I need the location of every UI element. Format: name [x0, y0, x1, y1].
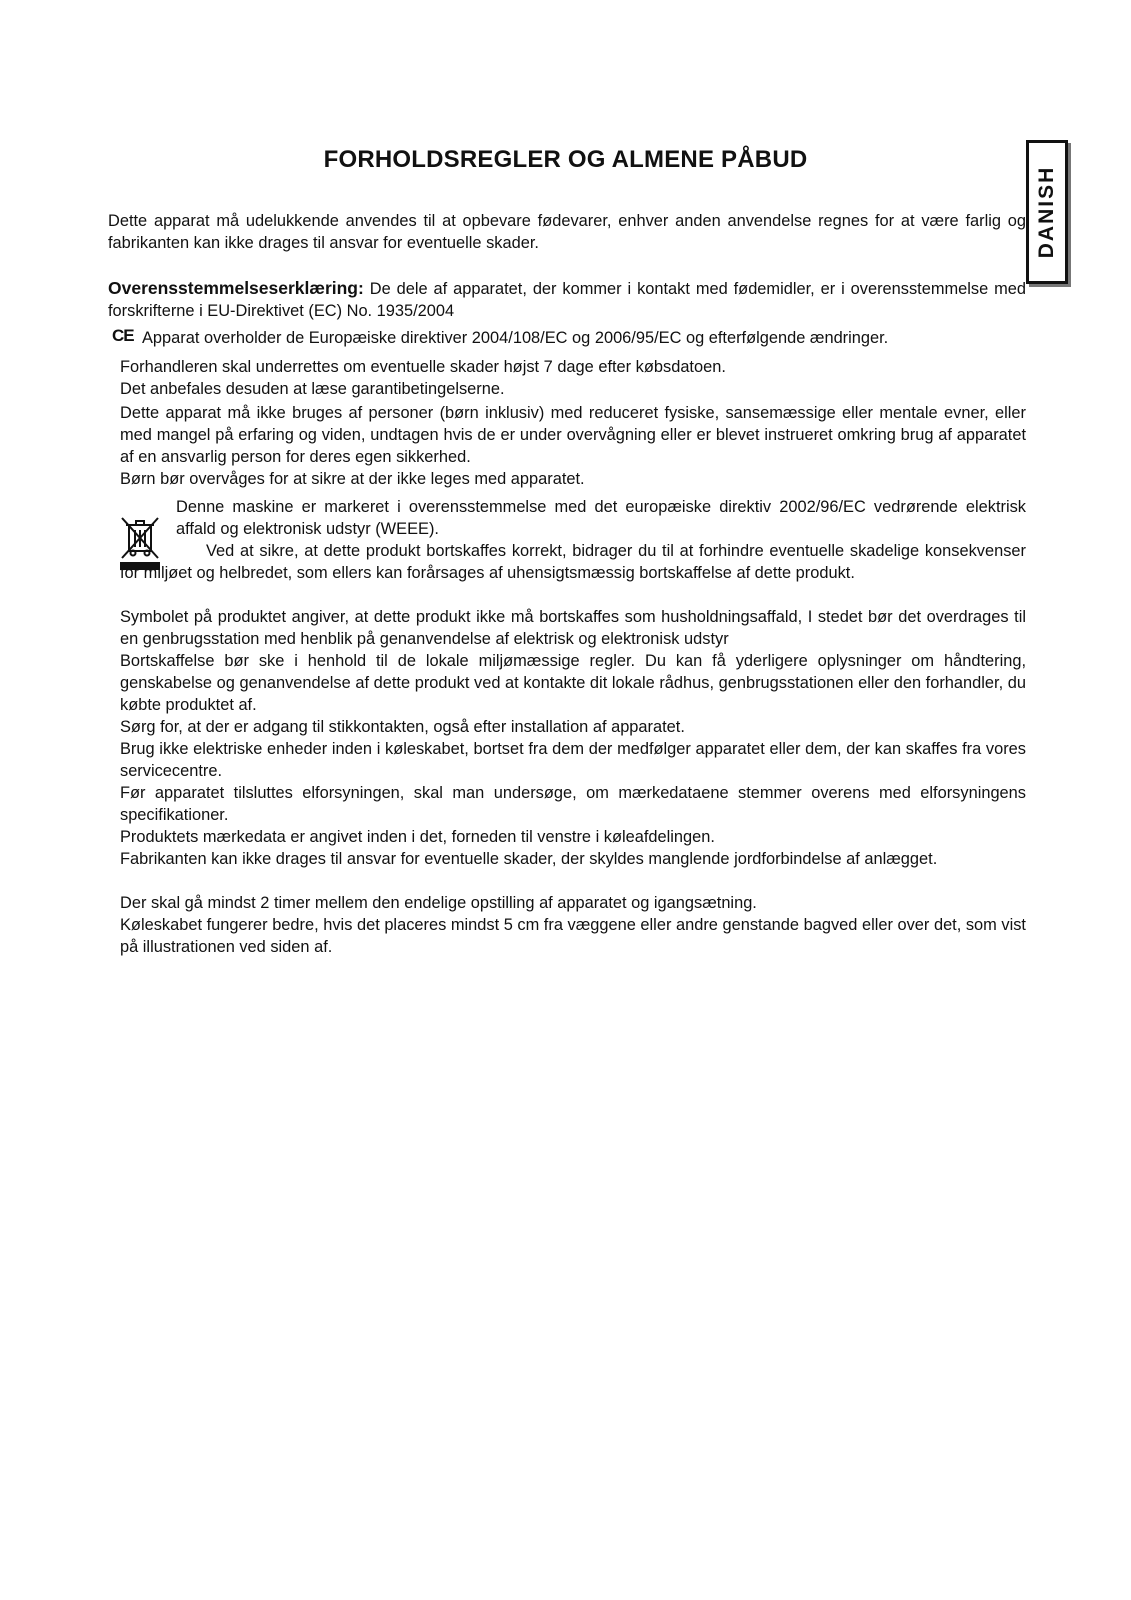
- declaration-label: Overensstemmelseserklæring:: [108, 278, 364, 298]
- dealer-paragraph: Forhandleren skal underrettes om eventuelle skader højst 7 dage efter købsdatoen.: [120, 358, 726, 376]
- weee-paragraph-2: Ved at sikre, at dette produkt bortskaffes korrekt, bidrager du til at forhindre eventuelle skadelige konsekvenser for miljøet og helbredet, som ellers kan forårsages af uhensigtsmæssig bortskaffelse af dette produkt.: [120, 542, 1026, 582]
- power-paragraph: Før apparatet tilsluttes elforsyningen, skal man undersøge, om mærkedataene stemmer overens med elforsyningens specifikationer.: [120, 784, 1026, 824]
- declaration-paragraph: [108, 277, 1026, 322]
- ce-paragraph: Apparat overholder de Europæiske direktiver 2004/108/EC og 2006/95/EC og efterfølgende ændringer.: [142, 329, 889, 347]
- placement-paragraph: Køleskabet fungerer bedre, hvis det placeres mindst 5 cm fra væggene eller andre genstande bagved eller over det, som vist på illustrationen ved siden af.: [120, 916, 1026, 956]
- disposal-paragraph: Bortskaffelse bør ske i henhold til de lokale miljømæssige regler. Du kan få yderligere oplysninger om håndtering, genskabelse og genanvendelse af dette produkt ved at kontakte dit lokale rådhus, genbrugsstationen eller den forhandler, du købte produktet af.: [120, 652, 1026, 714]
- symbol-paragraph: Symbolet på produktet angiver, at dette produkt ikke må bortskaffes som husholdningsaffald, I stedet bør det overdrages til en genbrugsstation med henblik på genanvendelse af elektrisk og elektronisk udstyr: [120, 608, 1026, 648]
- grounding-paragraph: Fabrikanten kan ikke drages til ansvar for eventuelle skader, der skyldes manglende jordforbindelse af anlægget.: [120, 850, 938, 868]
- children-paragraph: Børn bør overvåges for at sikre at der ikke leges med apparatet.: [120, 470, 585, 488]
- page-title: FORHOLDSREGLER OG ALMENE PÅBUD: [323, 146, 808, 173]
- intro-paragraph: Dette apparat må udelukkende anvendes til at opbevare fødevarer, enhver anden anvendelse regnes for at være farlig og fabrikanten kan ikke drages til ansvar for eventuelle skader.: [108, 212, 1026, 252]
- wait-paragraph: Der skal gå mindst 2 timer mellem den endelige opstilling af apparatet og igangsætning.: [120, 894, 757, 912]
- language-tab-label: DANISH: [1035, 165, 1058, 259]
- ce-mark-icon: CE: [112, 326, 134, 345]
- rating-paragraph: Produktets mærkedata er angivet inden i det, forneden til venstre i køleafdelingen.: [120, 828, 715, 846]
- language-tab: [1026, 140, 1068, 284]
- weee-paragraph-1: Denne maskine er markeret i overensstemmelse med det europæiske direktiv 2002/96/EC vedrørende elektrisk affald og elektronisk udstyr (WEEE).: [176, 498, 1026, 538]
- warranty-paragraph: Det anbefales desuden at læse garantibetingelserne.: [120, 380, 505, 398]
- socket-paragraph: Sørg for, at der er adgang til stikkontakten, også efter installation af apparatet.: [120, 718, 685, 736]
- declaration-text: De dele af apparatet, der kommer i kontakt med fødemidler, er i overensstemmelse med forskrifterne i EU-Direktivet (EC) No. 1935/2004: [108, 280, 1026, 320]
- persons-paragraph: Dette apparat må ikke bruges af personer (børn inklusiv) med reduceret fysiske, sansemæssige eller mentale evner, eller med mangel på erfaring og viden, undtagen hvis de er under overvågning eller er blevet instrueret omkring brug af apparatet af en ansvarlig person for deres egen sikkerhed.: [120, 404, 1026, 466]
- devices-paragraph: Brug ikke elektriske enheder inden i køleskabet, bortset fra dem der medfølger apparatet eller dem, der kan skaffes fra vores servicecentre.: [120, 740, 1026, 780]
